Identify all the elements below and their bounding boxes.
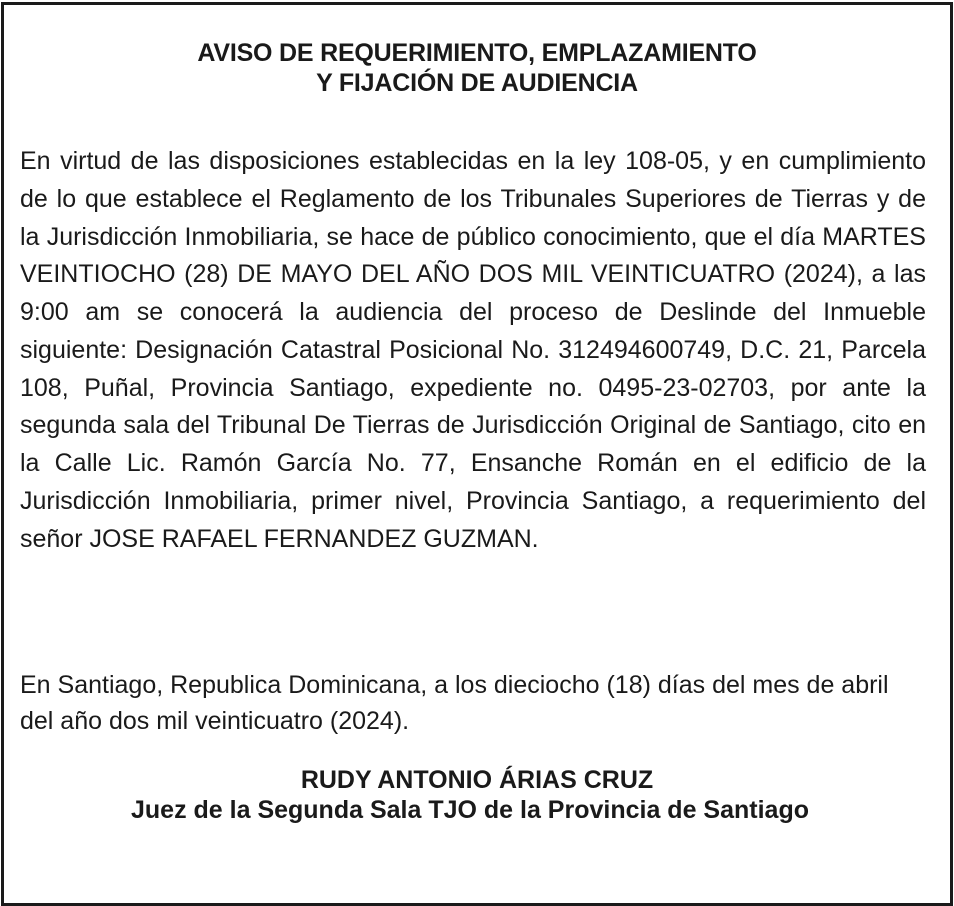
notice-title-line-1: AVISO DE REQUERIMIENTO, EMPLAZAMIENTO	[197, 39, 757, 67]
notice-closing-paragraph: En Santiago, Republica Dominicana, a los dieciocho (18) días del mes de abril del año dos mil veinticuatro (2024).	[20, 671, 889, 735]
notice-title-line-2: Y FIJACIÓN DE AUDIENCIA	[316, 69, 638, 97]
notice-body-paragraph: En virtud de las disposiciones establecidas en la ley 108-05, y en cumplimiento de lo que establece el Reglamento de los Tribunales Superiores de Tierras y de la Jurisdicción Inmobiliaria, se hace de público conocimiento, que el día MARTES VEINTIOCHO (28) DE MAYO DEL AÑO DOS MIL VEINTICUATRO (2024), a las 9:00 am se conocerá la audiencia del proceso de Deslinde del Inmueble siguiente: Designación Catastral Posicional No. 312494600749, D.C. 21, Parcela 108, Puñal, Provincia Santiago, expediente no. 0495-23-02703, por ante la segunda sala del Tribunal De Tierras de Jurisdicción Original de Santiago, cito en la Calle Lic. Ramón García No. 77, Ensanche Román en el edificio de la Jurisdicción Inmobiliaria, primer nivel, Provincia Santiago, a requerimiento del señor JOSE RAFAEL FERNANDEZ GUZMAN.	[20, 147, 926, 553]
notice-title	[0, 38, 954, 98]
signatory-name: RUDY ANTONIO ÁRIAS CRUZ	[300, 766, 654, 794]
signature-block	[0, 765, 954, 825]
signatory-position: Juez de la Segunda Sala TJO de la Provincia de Santiago	[131, 796, 809, 824]
